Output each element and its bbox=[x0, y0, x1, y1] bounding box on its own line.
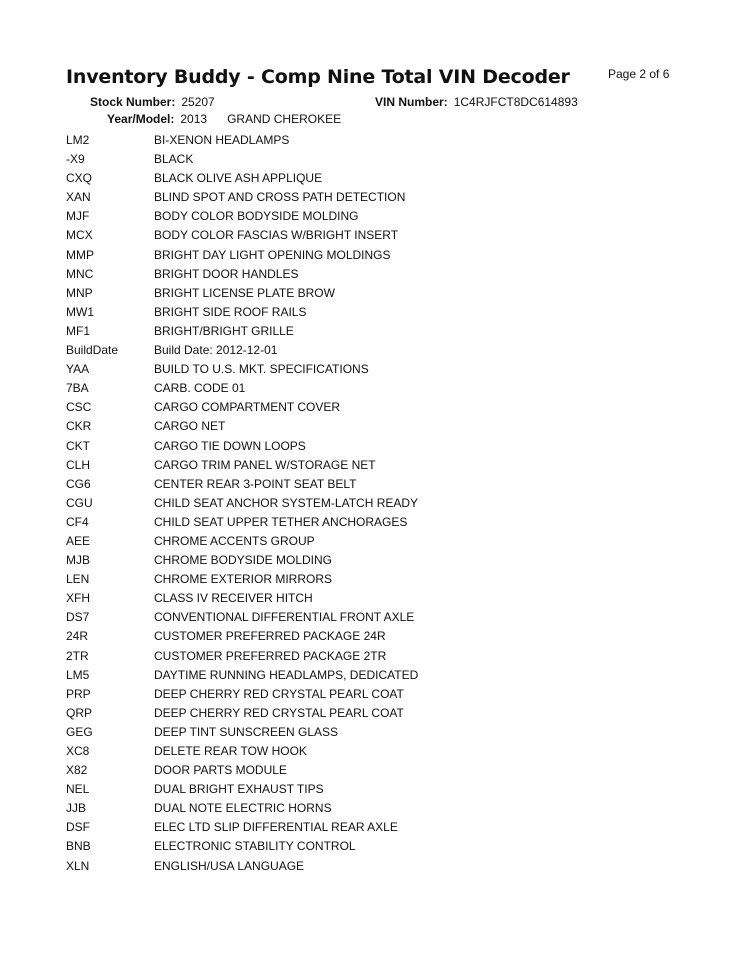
option-description: CARGO TIE DOWN LOOPS bbox=[154, 438, 306, 453]
option-code: XFH bbox=[66, 591, 90, 606]
option-code: CF4 bbox=[66, 514, 89, 529]
option-description: BRIGHT DOOR HANDLES bbox=[154, 266, 299, 281]
option-description: ELECTRONIC STABILITY CONTROL bbox=[154, 839, 356, 854]
option-code: -X9 bbox=[66, 152, 85, 167]
option-code: GEG bbox=[66, 724, 93, 739]
option-code: MJB bbox=[66, 553, 90, 568]
model-value: GRAND CHEROKEE bbox=[227, 112, 342, 126]
stock-number-value: 25207 bbox=[181, 95, 215, 109]
option-code: MCX bbox=[66, 228, 93, 243]
option-row bbox=[66, 150, 686, 169]
option-description: Build Date: 2012-12-01 bbox=[154, 343, 278, 358]
option-row bbox=[66, 131, 686, 150]
option-row bbox=[66, 570, 686, 589]
option-code: YAA bbox=[66, 362, 90, 377]
year-model bbox=[107, 112, 341, 126]
option-code: QRP bbox=[66, 705, 93, 720]
option-row bbox=[66, 761, 686, 780]
option-row bbox=[66, 608, 686, 627]
option-code: MW1 bbox=[66, 304, 94, 319]
option-description: BLACK OLIVE ASH APPLIQUE bbox=[154, 171, 323, 186]
option-row bbox=[66, 799, 686, 818]
option-row bbox=[66, 284, 686, 303]
option-row bbox=[66, 475, 686, 494]
vin-number-value: 1C4RJFCT8DC614893 bbox=[453, 95, 578, 109]
option-code: X82 bbox=[66, 763, 88, 778]
option-description: CHILD SEAT ANCHOR SYSTEM-LATCH READY bbox=[154, 495, 419, 510]
option-code: MNP bbox=[66, 285, 93, 300]
option-row bbox=[66, 226, 686, 245]
option-code: CKR bbox=[66, 419, 92, 434]
option-code: 2TR bbox=[66, 648, 89, 663]
option-row bbox=[66, 322, 686, 341]
option-code: CKT bbox=[66, 438, 90, 453]
option-description: CENTER REAR 3-POINT SEAT BELT bbox=[154, 476, 357, 491]
option-code: NEL bbox=[66, 782, 90, 797]
option-row bbox=[66, 723, 686, 742]
option-row bbox=[66, 551, 686, 570]
option-row bbox=[66, 303, 686, 322]
option-row bbox=[66, 704, 686, 723]
option-description: CHROME BODYSIDE MOLDING bbox=[154, 553, 333, 568]
option-code: CLH bbox=[66, 457, 91, 472]
option-code: MNC bbox=[66, 266, 94, 281]
option-description: BRIGHT/BRIGHT GRILLE bbox=[154, 323, 294, 338]
option-code: LM2 bbox=[66, 133, 90, 147]
option-code: DS7 bbox=[66, 610, 90, 625]
option-row bbox=[66, 513, 686, 532]
option-code: MJF bbox=[66, 209, 90, 224]
option-code: 7BA bbox=[66, 381, 89, 396]
stock-number-label: Stock Number: bbox=[90, 95, 176, 109]
option-description: CONVENTIONAL DIFFERENTIAL FRONT AXLE bbox=[154, 610, 415, 625]
option-row bbox=[66, 265, 686, 284]
option-description: CUSTOMER PREFERRED PACKAGE 24R bbox=[154, 629, 386, 644]
option-description: ENGLISH/USA LANGUAGE bbox=[154, 858, 305, 873]
option-row bbox=[66, 685, 686, 704]
option-description: BRIGHT LICENSE PLATE BROW bbox=[154, 285, 335, 300]
page-number: Page 2 of 6 bbox=[608, 67, 670, 81]
vin-number-label: VIN Number: bbox=[375, 95, 448, 109]
option-code: BuildDate bbox=[66, 343, 119, 358]
option-description: CARGO TRIM PANEL W/STORAGE NET bbox=[154, 457, 376, 472]
option-description: DOOR PARTS MODULE bbox=[154, 763, 287, 778]
option-code: CGU bbox=[66, 495, 93, 510]
option-code: AEE bbox=[66, 533, 91, 548]
option-row bbox=[66, 494, 686, 513]
option-description: ELEC LTD SLIP DIFFERENTIAL REAR AXLE bbox=[154, 820, 398, 835]
option-description: DUAL BRIGHT EXHAUST TIPS bbox=[154, 782, 324, 797]
option-row bbox=[66, 437, 686, 456]
option-row bbox=[66, 246, 686, 265]
option-row bbox=[66, 647, 686, 666]
year-model-label: Year/Model: bbox=[107, 112, 175, 126]
option-row bbox=[66, 207, 686, 226]
option-code: BNB bbox=[66, 839, 91, 854]
option-description: DEEP CHERRY RED CRYSTAL PEARL COAT bbox=[154, 686, 404, 701]
option-code: CG6 bbox=[66, 476, 91, 491]
option-description: DAYTIME RUNNING HEADLAMPS, DEDICATED bbox=[154, 667, 419, 682]
option-row bbox=[66, 341, 686, 360]
option-description: CHROME ACCENTS GROUP bbox=[154, 533, 315, 548]
option-code: MF1 bbox=[66, 323, 90, 338]
option-description: BLIND SPOT AND CROSS PATH DETECTION bbox=[154, 190, 406, 205]
option-code: LEN bbox=[66, 572, 90, 587]
option-code: 24R bbox=[66, 629, 89, 644]
option-description: DUAL NOTE ELECTRIC HORNS bbox=[154, 801, 332, 816]
option-description: BRIGHT SIDE ROOF RAILS bbox=[154, 304, 307, 319]
option-row bbox=[66, 169, 686, 188]
option-code: JJB bbox=[66, 801, 87, 816]
option-code: DSF bbox=[66, 820, 90, 835]
option-code: CXQ bbox=[66, 171, 93, 186]
vin-number bbox=[375, 95, 578, 109]
option-code: LM5 bbox=[66, 667, 90, 682]
option-row bbox=[66, 417, 686, 436]
option-row bbox=[66, 589, 686, 608]
option-description: BLACK bbox=[154, 152, 194, 167]
option-code: CSC bbox=[66, 400, 92, 415]
option-row bbox=[66, 360, 686, 379]
option-code: XC8 bbox=[66, 744, 90, 758]
option-description: CHROME EXTERIOR MIRRORS bbox=[154, 572, 333, 587]
option-row bbox=[66, 742, 686, 761]
option-description: CUSTOMER PREFERRED PACKAGE 2TR bbox=[154, 648, 387, 663]
option-row bbox=[66, 398, 686, 417]
page-title: Inventory Buddy - Comp Nine Total VIN Decoder bbox=[66, 66, 570, 88]
option-description: CARGO COMPARTMENT COVER bbox=[154, 400, 341, 415]
option-row bbox=[66, 818, 686, 837]
option-code: MMP bbox=[66, 247, 94, 262]
option-description: DEEP CHERRY RED CRYSTAL PEARL COAT bbox=[154, 705, 404, 720]
option-code: XLN bbox=[66, 858, 90, 873]
option-row bbox=[66, 857, 686, 876]
option-row bbox=[66, 627, 686, 646]
option-code: XAN bbox=[66, 190, 91, 205]
option-row bbox=[66, 456, 686, 475]
option-description: BRIGHT DAY LIGHT OPENING MOLDINGS bbox=[154, 247, 391, 262]
option-description: BODY COLOR FASCIAS W/BRIGHT INSERT bbox=[154, 228, 399, 243]
option-list bbox=[66, 131, 686, 876]
option-description: CARGO NET bbox=[154, 419, 226, 434]
option-code: PRP bbox=[66, 686, 91, 701]
option-description: BUILD TO U.S. MKT. SPECIFICATIONS bbox=[154, 362, 369, 377]
option-row bbox=[66, 379, 686, 398]
option-row bbox=[66, 837, 686, 856]
option-description: CHILD SEAT UPPER TETHER ANCHORAGES bbox=[154, 514, 408, 529]
stock-number bbox=[90, 95, 215, 109]
option-description: BODY COLOR BODYSIDE MOLDING bbox=[154, 209, 359, 224]
option-description: CLASS IV RECEIVER HITCH bbox=[154, 591, 313, 606]
option-description: BI-XENON HEADLAMPS bbox=[154, 133, 290, 147]
option-row bbox=[66, 532, 686, 551]
option-description: DEEP TINT SUNSCREEN GLASS bbox=[154, 724, 339, 739]
option-row bbox=[66, 666, 686, 685]
option-row bbox=[66, 188, 686, 207]
option-description: CARB. CODE 01 bbox=[154, 381, 246, 396]
year-value: 2013 bbox=[180, 112, 208, 126]
option-description: DELETE REAR TOW HOOK bbox=[154, 744, 307, 758]
option-row bbox=[66, 780, 686, 799]
